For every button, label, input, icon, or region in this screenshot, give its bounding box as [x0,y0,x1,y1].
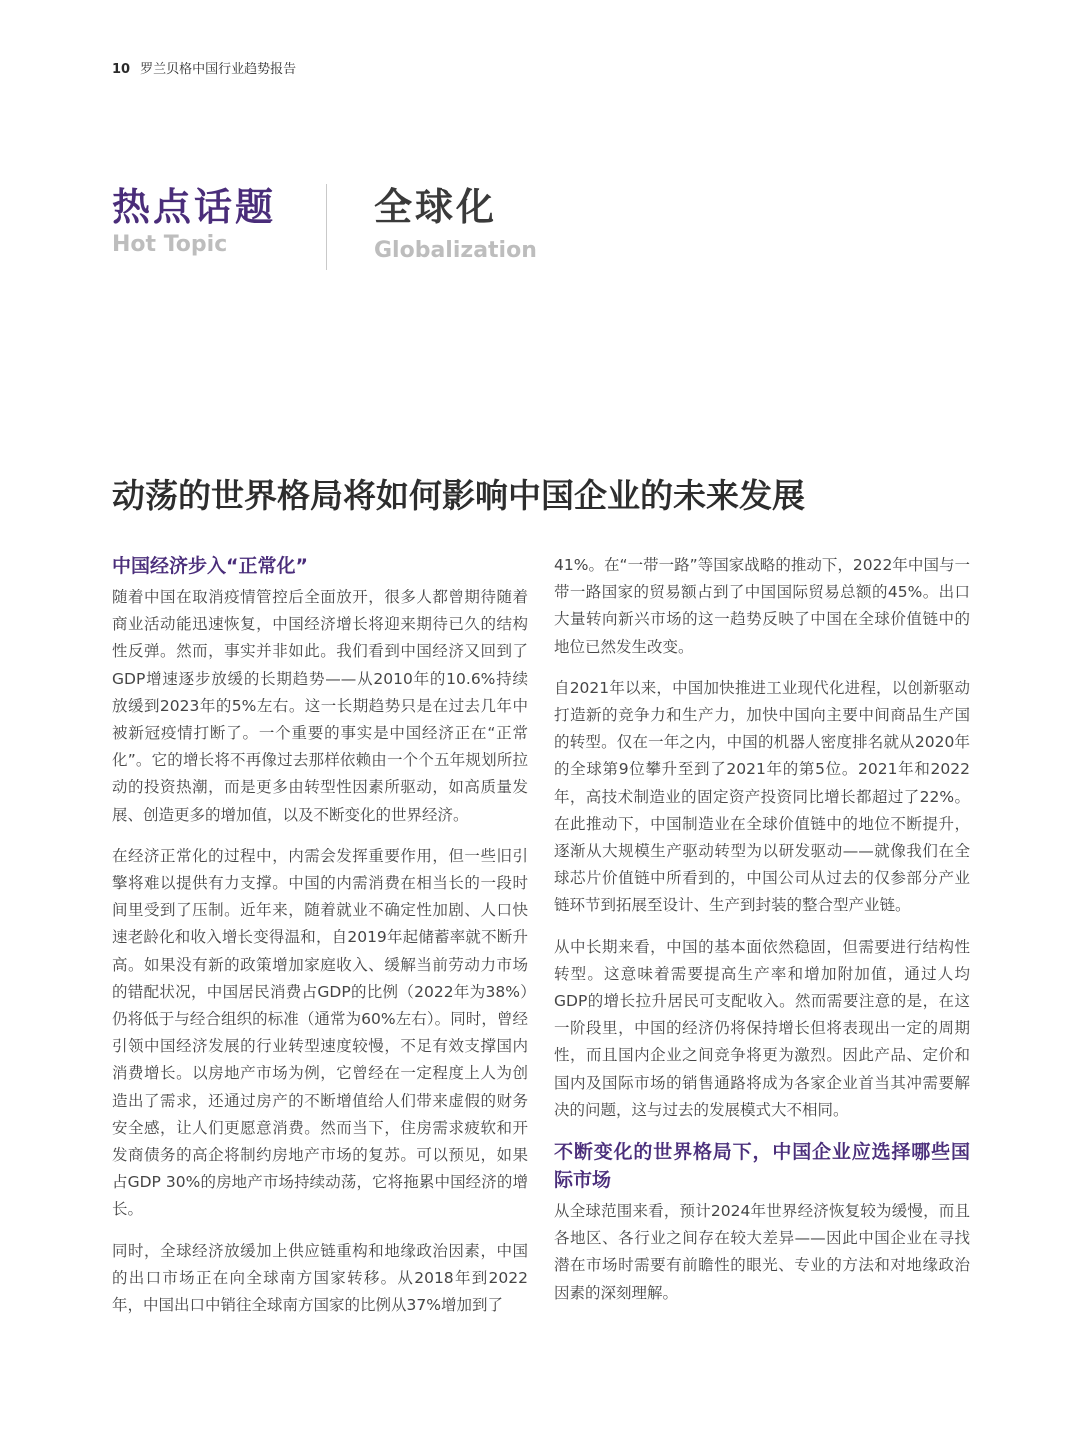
right-column [554,552,970,1321]
running-header [112,58,296,77]
body-paragraph: 在经济正常化的过程中，内需会发挥重要作用，但一些旧引擎将难以提供有力支撑。中国的内需消费在相当长的一段时间里受到了压制。近年来，随着就业不确定性加剧、人口快速老龄化和收入增长变得温和，自2019年起储蓄率就不断升高。如果没有新的政策增加家庭收入、缓解当前劳动力市场的错配状况，中国居民消费占GDP的比例（2022年为38%）仍将低于与经合组织的标准（通常为60%左右）。同时，曾经引领中国经济发展的行业转型速度较慢，不足有效支撑国内消费增长。以房地产市场为例，它曾经在一定程度上人为创造出了需求，还通过房产的不断增值给人们带来虚假的财务安全感，让人们更愿意消费。然而当下，住房需求疲软和开发商债务的高企将制约房地产市场的复苏。可以预见，如果占GDP 30%的房地产市场持续动荡，它将拖累中国经济的增长。 [112,846,528,1219]
section-title-zh: 全球化 [374,185,498,229]
body-paragraph: 41%。在“一带一路”等国家战略的推动下，2022年中国与一带一路国家的贸易额占到了中国国际贸易总额的45%。出口大量转向新兴市场的这一趋势反映了中国在全球价值链中的地位已然发生改变。 [554,556,970,656]
section-heading-normalization: 中国经济步入“正常化” [112,555,308,577]
article-headline: 动荡的世界格局将如何影响中国企业的未来发展 [112,476,805,516]
body-paragraph: 从中长期来看，中国的基本面依然稳固，但需要进行结构性转型。这意味着需要提高生产率和增加附加值，通过人均GDP的增长拉升居民可支配收入。然而需要注意的是，在这一阶段里，中国的经济仍将保持增长但将表现出一定的周期性，而且国内企业之间竞争将更为激烈。因此产品、定价和国内及国际市场的销售通路将成为各家企业首当其冲需要解决的问题，这与过去的发展模式大不相同。 [554,937,970,1119]
title-divider [326,184,327,270]
page-number: 10 [112,62,131,77]
body-paragraph: 同时，全球经济放缓加上供应链重构和地缘政治因素，中国的出口市场正在向全球南方国家转移。从2018年到2022年，中国出口中销往全球南方国家的比例从37%增加到了 [112,1241,528,1315]
topic-title-zh: 热点话题 [112,185,277,229]
body-paragraph: 从全球范围来看，预计2024年世界经济恢复较为缓慢，而且各地区、各行业之间存在较大差异——因此中国企业在寻找潜在市场时需要有前瞻性的眼光、专业的方法和对地缘政治因素的深刻理解。 [554,1202,970,1302]
section-heading-markets: 不断变化的世界格局下，中国企业应选择哪些国际市场 [554,1141,970,1192]
report-title: 罗兰贝格中国行业趋势报告 [140,62,297,77]
body-paragraph: 自2021年以来，中国加快推进工业现代化进程，以创新驱动打造新的竞争力和生产力，加快中国向主要中间商品生产国的转型。仅在一年之内，中国的机器人密度排名就从2020年的全球第9位攀升至到了2021年的第5位。2021年和2022年，高技术制造业的固定资产投资同比增长都超过了22%。在此推动下，中国制造业在全球价值链中的地位不断提升，逐渐从大规模生产驱动转型为以研发驱动——就像我们在全球芯片价值链中所看到的，中国公司从过去的仅参部分产业链环节到拓展至设计、生产到封装的整合型产业链。 [554,678,970,915]
left-column [112,552,528,1333]
body-paragraph: 随着中国在取消疫情管控后全面放开，很多人都曾期待随着商业活动能迅速恢复，中国经济增长将迎来期待已久的结构性反弹。然而，事实并非如此。我们看到中国经济又回到了GDP增速逐步放缓的长期趋势——从2010年的10.6%持续放缓到2023年的5%左右。这一长期趋势只是在过去几年中被新冠疫情打断了。一个重要的事实是中国经济正在“正常化”。它的增长将不再像过去那样依赖由一个个五年规划所拉动的投资热潮，而是更多由转型性因素所驱动，如高质量发展、创造更多的增加值，以及不断变化的世界经济。 [112,588,528,824]
section-title-en: Globalization [374,238,537,263]
topic-title-en: Hot Topic [112,232,228,257]
